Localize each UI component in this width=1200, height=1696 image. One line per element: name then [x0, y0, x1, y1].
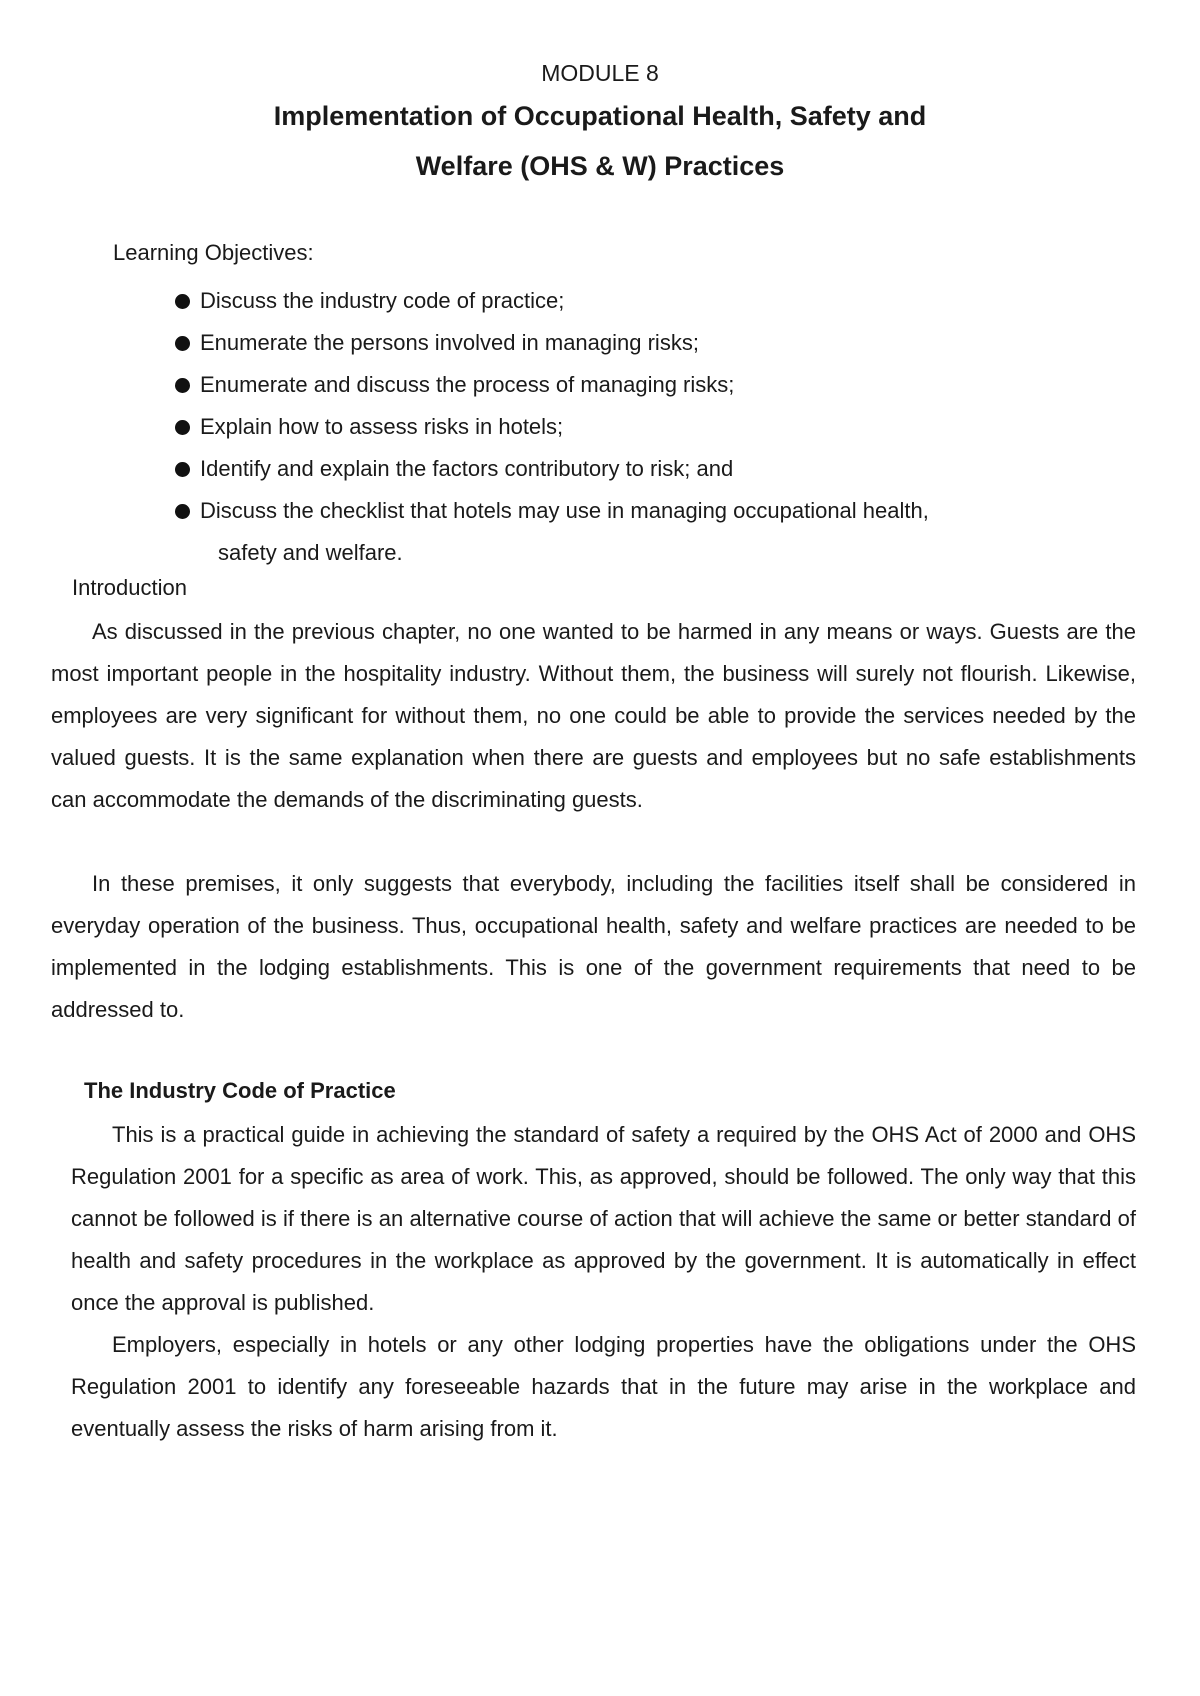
list-item — [172, 448, 1072, 490]
bullet-icon — [175, 378, 190, 393]
list-item — [172, 406, 1072, 448]
objective-text: Explain how to assess risks in hotels; — [200, 414, 564, 439]
list-item — [172, 490, 1072, 574]
bullet-icon — [175, 462, 190, 477]
bullet-icon — [175, 294, 190, 309]
industry-code-paragraph-1: This is a practical guide in achieving the standard of safety a required by the OHS Act of 2000 and OHS Regulation 2001 for a specific as area of work. This, as approved, should be followed. The only way that this cannot be followed is if there is an alternative course of action that will achieve the same or better standard of health and safety procedures in the workplace as approved by the government. It is automatically in effect once the approval is published. — [71, 1122, 1136, 1315]
objective-text: Identify and explain the factors contributory to risk; and — [200, 456, 734, 481]
module-label: MODULE 8 — [541, 60, 659, 86]
learning-objectives-list — [172, 280, 1072, 574]
industry-code-paragraph-2: Employers, especially in hotels or any other lodging properties have the obligations under the OHS Regulation 2001 to identify any foreseeable hazards that in the future may arise in the workplace and eventually assess the risks of harm arising from it. — [71, 1332, 1136, 1441]
bullet-icon — [175, 336, 190, 351]
objective-text: Enumerate the persons involved in managing risks; — [200, 330, 699, 355]
learning-objectives-label: Learning Objectives: — [113, 240, 314, 265]
list-item — [172, 322, 1072, 364]
objective-text: Discuss the industry code of practice; — [200, 288, 565, 313]
bullet-icon — [175, 420, 190, 435]
objective-text: Enumerate and discuss the process of managing risks; — [200, 372, 735, 397]
objective-text-continuation: safety and welfare. — [218, 540, 403, 565]
page-title-line-2: Welfare (OHS & W) Practices — [415, 151, 785, 181]
introduction-heading: Introduction — [72, 575, 187, 600]
objective-text: Discuss the checklist that hotels may use in managing occupational health, — [200, 498, 929, 523]
introduction-paragraph-1: As discussed in the previous chapter, no one wanted to be harmed in any means or ways. Guests are the most important people in the hospitality industry. Without them, the business will surely not flourish. Likewise, employees are very significant for without them, no one could be able to provide the services needed by the valued guests. It is the same explanation when there are guests and employees but no safe establishments can accommodate the demands of the discriminating guests. — [51, 619, 1136, 812]
list-item — [172, 280, 1072, 322]
page-title-line-1: Implementation of Occupational Health, Safety and — [273, 101, 927, 131]
introduction-paragraph-2: In these premises, it only suggests that everybody, including the facilities itself shall be considered in everyday operation of the business. Thus, occupational health, safety and welfare practices are needed to be implemented in the lodging establishments. This is one of the government requirements that need to be addressed to. — [51, 871, 1136, 1022]
industry-code-heading: The Industry Code of Practice — [84, 1078, 396, 1103]
bullet-icon — [175, 504, 190, 519]
list-item — [172, 364, 1072, 406]
